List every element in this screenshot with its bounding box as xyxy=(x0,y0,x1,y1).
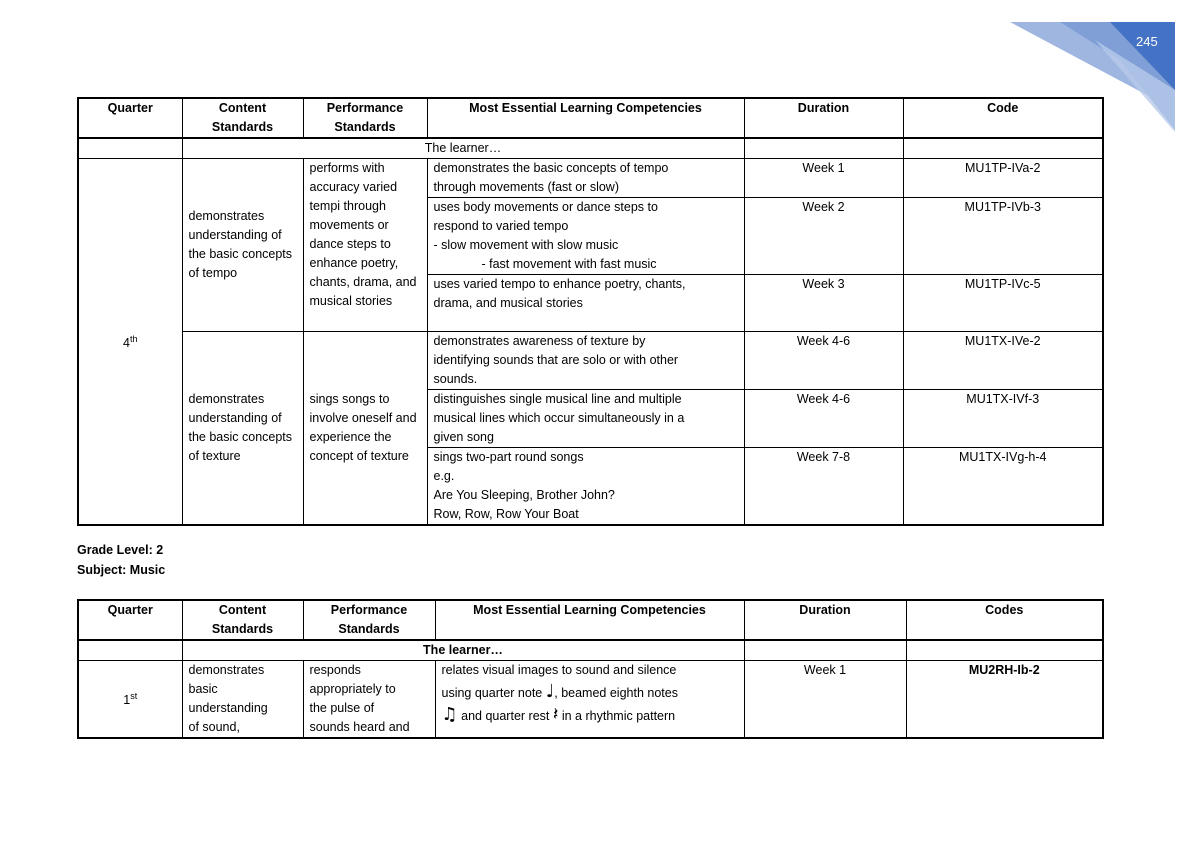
table-header-row xyxy=(78,98,1103,138)
duration-cell: Week 4-6 xyxy=(744,390,903,448)
competency-table-grade2 xyxy=(77,599,1104,739)
header-performance-standards: Performance Standards xyxy=(303,600,435,640)
header-quarter: Quarter xyxy=(78,98,182,138)
header-code: Code xyxy=(903,98,1103,138)
competency-cell: relates visual images to sound and silence using quarter note ♩, beamed eighth notes ♫ and quarter rest 𝄽 in a rhythmic pattern xyxy=(435,661,744,739)
code-cell: MU1TP-IVb-3 xyxy=(903,198,1103,275)
learner-row xyxy=(78,138,1103,159)
competency-cell: demonstrates awareness of texture by identifying sounds that are solo or with other sounds. xyxy=(427,332,744,390)
duration-cell: Week 4-6 xyxy=(744,332,903,390)
duration-cell: Week 1 xyxy=(744,661,906,739)
table-row xyxy=(78,661,1103,739)
code-cell: MU1TX-IVe-2 xyxy=(903,332,1103,390)
table-header-row xyxy=(78,600,1103,640)
duration-cell: Week 2 xyxy=(744,198,903,275)
quarter-cell: 4th xyxy=(78,159,182,526)
grade-level-label: Grade Level: 2 xyxy=(77,543,164,557)
duration-cell: Week 1 xyxy=(744,159,903,198)
learner-label: The learner… xyxy=(182,138,744,159)
header-competencies: Most Essential Learning Competencies xyxy=(427,98,744,138)
learner-label: The learner… xyxy=(182,640,744,661)
quarter-cell: 1st xyxy=(78,661,182,739)
content-standard-sound: demonstrates basic understanding of sound, xyxy=(182,661,303,739)
table-row xyxy=(78,332,1103,390)
learner-row xyxy=(78,640,1103,661)
content-standard-texture: demonstrates understanding of the basic concepts of texture xyxy=(182,332,303,526)
code-cell: MU1TX-IVf-3 xyxy=(903,390,1103,448)
code-cell: MU1TP-IVa-2 xyxy=(903,159,1103,198)
header-codes: Codes xyxy=(906,600,1103,640)
header-quarter: Quarter xyxy=(78,600,182,640)
header-duration: Duration xyxy=(744,600,906,640)
quarter-note-icon: ♩ xyxy=(545,681,555,702)
header-duration: Duration xyxy=(744,98,903,138)
competency-cell: sings two-part round songs e.g. Are You Sleeping, Brother John? Row, Row, Row Your Boat xyxy=(427,448,744,526)
competency-cell: demonstrates the basic concepts of tempo through movements (fast or slow) xyxy=(427,159,744,198)
performance-standard-texture: sings songs to involve oneself and experience the concept of texture xyxy=(303,332,427,526)
table-row xyxy=(78,159,1103,198)
code-cell: MU1TP-IVc-5 xyxy=(903,275,1103,332)
header-content-standards: Content Standards xyxy=(182,600,303,640)
content-standard-tempo: demonstrates understanding of the basic concepts of tempo xyxy=(182,159,303,332)
code-cell: MU1TX-IVg-h-4 xyxy=(903,448,1103,526)
beamed-eighth-notes-icon: ♫ xyxy=(441,704,458,725)
performance-standard-pulse: responds appropriately to the pulse of sounds heard and xyxy=(303,661,435,739)
code-cell: MU2RH-Ib-2 xyxy=(906,661,1103,739)
quarter-rest-icon: 𝄽 xyxy=(552,704,559,725)
header-content-standards: Content Standards xyxy=(182,98,303,138)
duration-cell: Week 7-8 xyxy=(744,448,903,526)
competency-cell: distinguishes single musical line and multiple musical lines which occur simultaneously in a given song xyxy=(427,390,744,448)
competency-table-grade1 xyxy=(77,97,1104,526)
competency-cell: uses body movements or dance steps to respond to varied tempo - slow movement with slow music - fast movement with fast music xyxy=(427,198,744,275)
performance-standard-tempo: performs with accuracy varied tempi through movements or dance steps to enhance poetry, chants, drama, and musical stories xyxy=(303,159,427,332)
header-performance-standards: Performance Standards xyxy=(303,98,427,138)
duration-cell: Week 3 xyxy=(744,275,903,332)
subject-label: Subject: Music xyxy=(77,563,166,577)
header-competencies: Most Essential Learning Competencies xyxy=(435,600,744,640)
competency-cell: uses varied tempo to enhance poetry, chants, drama, and musical stories xyxy=(427,275,744,332)
page-number: 245 xyxy=(1136,34,1158,49)
